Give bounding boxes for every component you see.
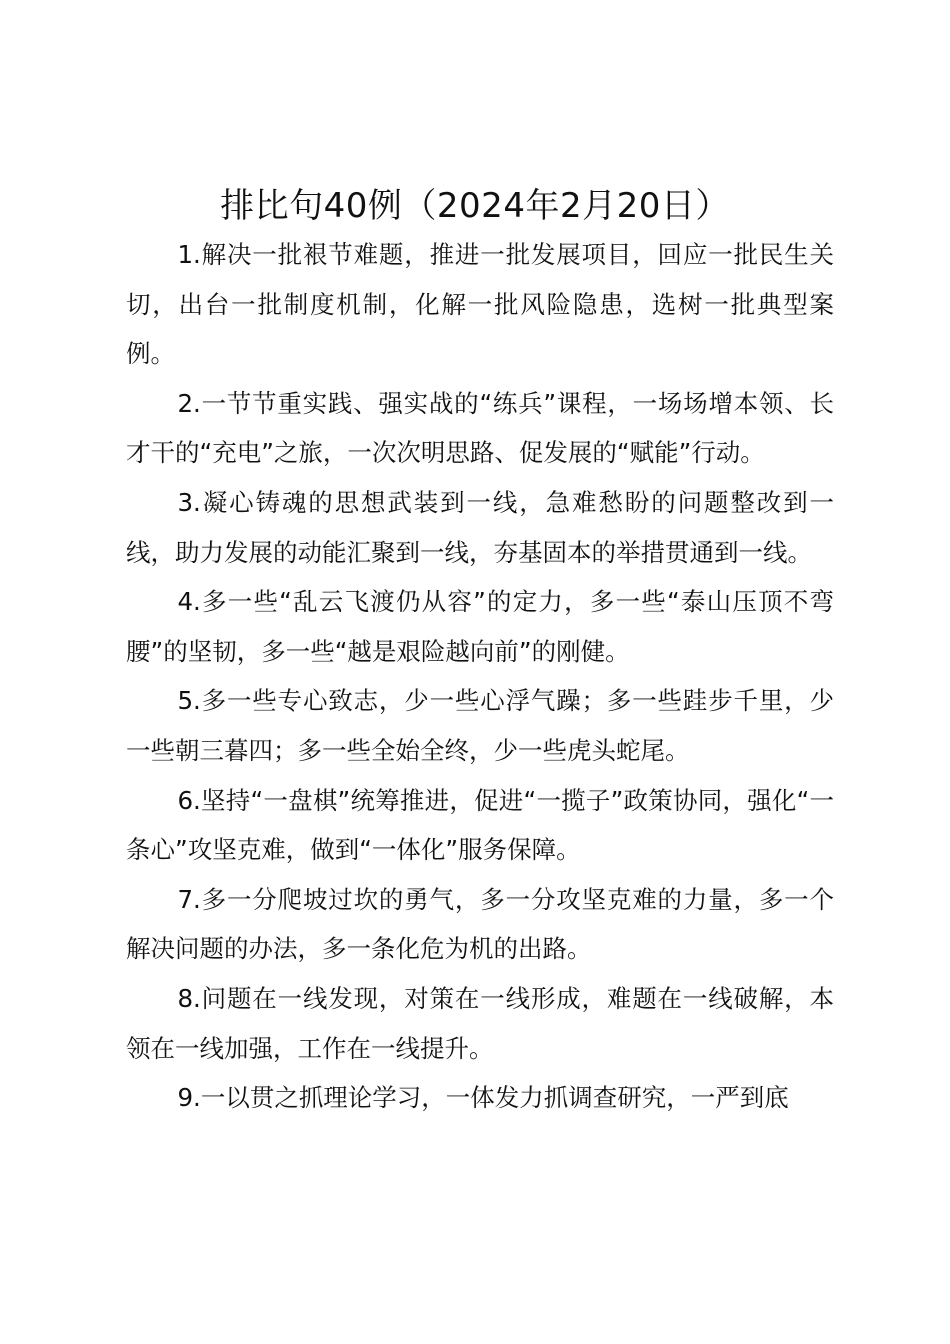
document-title: 排比句40例（2024年2月20日） — [220, 186, 730, 226]
document-body — [126, 230, 834, 1123]
paragraph-4: 4.多一些“乱云飞渡仍从容”的定力，多一些“泰山压顶不弯腰”的坚韧，多一些“越是艰险越向前”的刚健。 — [126, 587, 834, 666]
paragraph-3: 3.凝心铸魂的思想武装到一线，急难愁盼的问题整改到一线，助力发展的动能汇聚到一线，夯基固本的举措贯通到一线。 — [126, 487, 834, 567]
paragraph-1: 1.解决一批裉节难题，推进一批发展项目，回应一批民生关切，出台一批制度机制，化解一批风险隐患，选树一批典型案例。 — [126, 240, 834, 369]
paragraph-7: 7.多一分爬坡过坎的勇气，多一分攻坚克难的力量，多一个解决问题的办法，多一条化危为机的出路。 — [126, 884, 834, 964]
paragraph-9: 9.一以贯之抓理论学习，一体发力抓调查研究，一严到底 — [177, 1083, 789, 1113]
paragraph-6: 6.坚持“一盘棋”统筹推进，促进“一揽子”政策协同，强化“一条心”攻坚克难，做到“一体化”服务保障。 — [126, 785, 834, 865]
paragraph-2: 2.一节节重实践、强实战的“练兵”课程，一场场增本领、长才干的“充电”之旅，一次次明思路、促发展的“赋能”行动。 — [126, 388, 834, 468]
paragraph-8: 8.问题在一线发现，对策在一线形成，难题在一线破解，本领在一线加强，工作在一线提升。 — [126, 983, 834, 1063]
paragraph-5: 5.多一些专心致志，少一些心浮气躁；多一些跬步千里，少一些朝三暮四；多一些全始全终，少一些虎头蛇尾。 — [126, 686, 834, 765]
